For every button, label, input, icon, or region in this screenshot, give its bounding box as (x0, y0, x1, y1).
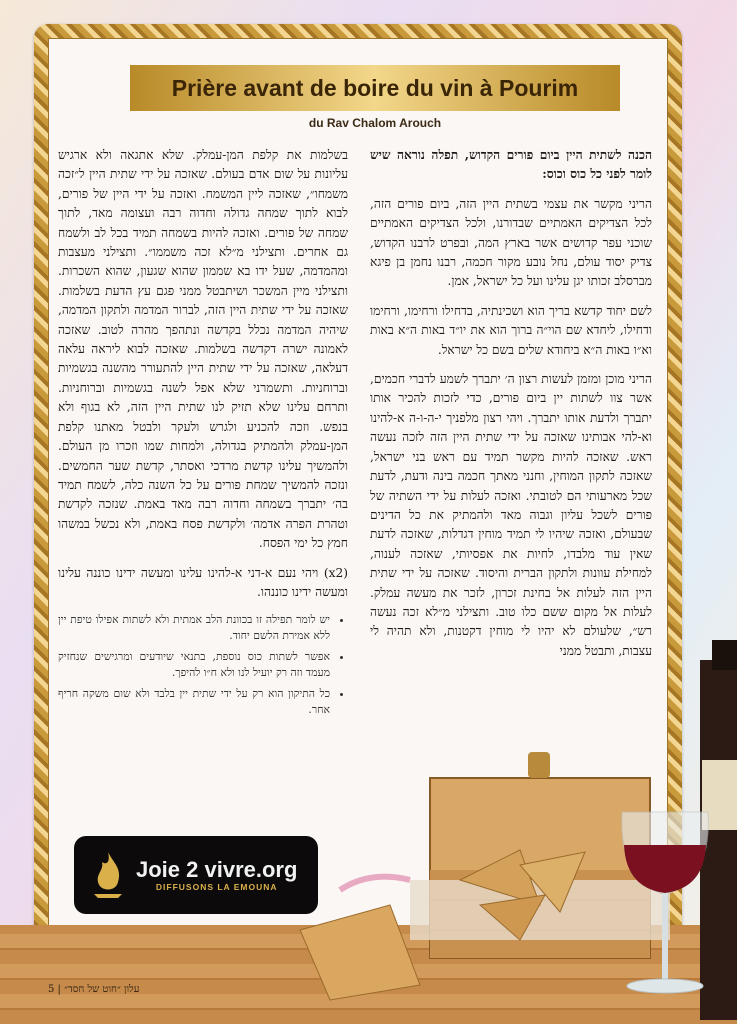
flame-icon (88, 850, 128, 900)
note-item: • כל התיקון הוא רק על ידי שתית יין בלבד ולא שום משקה חריף אחר. (58, 686, 330, 717)
paragraph: בשלמות את קלפת המן-עמלק. שלא אתגאה ולא ארגיש עליונות על שום אדם בעולם. שאזכה על ידי שתית היין ל״זכה משמחו״, שאזכה ליין המשמח. ואזכה על ידי היין של פורים, לבוא לתוך שמחה גדולה וחדוה רבה ועצומה מאד, לתוך שמחה של פורים. ואזכה להיות בשמחה תמיד בכל לב ולשמח גם אחרים. ותצילני מ״לא זכה משממו״. ותצילני מעצבות ומהמדמה, שעל ידו בא שממון שהוא שגעון, שהוא השכרות. ותצילני מיין המשכר ושיתבטל ממני פגם עץ הדעת בשלמות. שאזכה על ידי שתית היין הזה, לברור המדמה ולתקון המדמה, שיהיה המדמה נכלל בקדשה ונתהפך מהרה לטוב. שאזכה לאמונה ישרה דקדשה בשלמות. שאזכה לבוא ליראה עלאה דעלאה, שאזכה על ידי שתית היין להתעורר מהשנה בגשמיות וברוחניות. ותשמרני שלא אפל לשנה בגשמיות וברוחניות. ותרחם עלינו שלא תזיק לנו שתית היין הזה, לא בגוף ולא בנפש. וזכה להכניע ולגרש ולעקר ולבטל מאתנו קלפת המן-עמלק ולהמתיק בגדולה, ולמחות שמו וזכרו מן העולם. ולהמשיך עלינו קדשת מרדכי ואסתר, קדשת שער החמשים. ונזכה להמשיך שמחת פורים על כל השנה כלה, לשמח תמיד בה׳ יתברך בשמחה וחדוה רבה מאד באמת. שנזכה לקדשת וטהרת הפרה אדמה׳ ולקדשת פסח באמת, ולא נכשל במשהו חמץ כל ימי הפסח. (58, 148, 348, 551)
joie2vivre-logo (74, 836, 318, 914)
paragraph: הריני מוכן ומזמן לעשות רצון ה׳ יתברך לשמע לדברי חכמים, אשר צוו לשתות יין ביום פורים, כדי לזכות להכיר אותו יתברך ולדעת אותו יתברך. ויהי רצון מלפניך י-ה-ו-ה א-להינו וא-להי אבותינו שאזכה על ידי שתית היין הזה לזכה נעשה ראש. שאזכה להיות מקשר תמיד עם ראש בני ישראל, שאזכה לתקון המוחין, וחנני מאתך חכמה בינה ודעת, לדעת שכל מארעותי הם לטובתי. ואזכה לעלות על ידי השתיה של פורים לשכל עליון וגבוה מאד ולהמתיק את כל הדינים שבעולם, ואזכה שיהיו לי תמיד מוחין דגדלות, שאזכה לדעת שאין עוד מלבדו, לחיות את אפסיותי, שאזכה לענוה, למחילת עוונות ולתקון הברית והיסוד. שאזכה על ידי שתית היין הזה לעלות אל בחינת זכרון, לזכר את מעשה עמלק. לעלות אל מקום ששם כלו טוב. ותצילני מ״לא זכה נעשה רש״, שלעולם לא יהיו לי מוחין דקטנות, ולא תהיה לי עצבות, ותבטל ממני (370, 372, 652, 658)
paragraph: לשם יחוד קדשא בריך הוא ושכינתיה, בדחילו ורחימו, ורחימו ודחילו, ליחדא שם הוי״ה ברוך הוא את יו״ד באות ה״א באות וא״ו באות ה״א ביחודא שלים בשם כל ישראל. (370, 303, 652, 357)
closing-verse: (x2) ויהי נעם א-דני א-להינו עלינו ומעשה ידינו כוננה עלינו ומעשה ידינו כוננהו. (58, 565, 348, 599)
page-subtitle: du Rav Chalom Arouch (308, 116, 442, 130)
page-footer: עלון ״חוט של חסד״ | 5 (48, 984, 140, 995)
page-title: Prière avant de boire du vin à Pourim (171, 74, 579, 101)
note-item: • יש לומר תפילה זו בכוונת הלב אמתית ולא לשתות אפילו טיפת יין ללא אמירת הלשם יחוד. (58, 612, 330, 643)
intro-text: הכנה לשתית היין ביום פורים הקדוש, תפלה נוראה שיש לומר לפני כל כוס וכוס: (370, 148, 652, 182)
logo-name: Joie 2 vivre.org (136, 857, 298, 882)
logo-tagline: DIFFUSONS LA EMOUNA (155, 882, 278, 892)
paragraph: הריני מקשר את עצמי בשתית היין הזה, ביום פורים הזה, לכל הצדיקים האמתיים שבדורנו, ולכל הצדיקים האמתיים שוכני עפר קדושים אשר בארץ המה, ובפרט לרבנו הקדוש, צדיק יסוד עולם, נחל נובע מקור חכמה, רבנו נחמן בן פיגא מברסלב זכותו יגן עלינו ועל כל ישראל, אמן. (370, 196, 652, 289)
note-item: • אפשר לשתות כוס נוספת, בתנאי שיודעים ומרגישים שנחזיק מעמד וזה רק יועיל לנו ולא ח״ו להיפך. (58, 649, 330, 680)
